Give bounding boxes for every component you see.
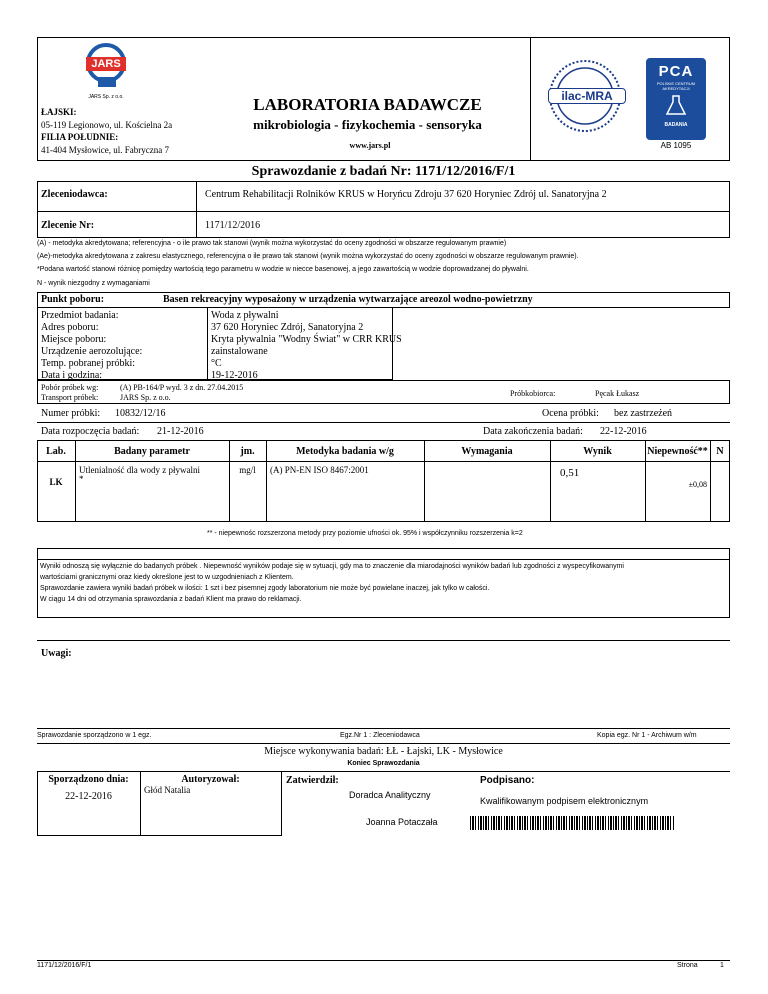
remarks-top-line: [37, 640, 730, 641]
sampling-method-label: Pobór próbek wg:: [41, 383, 99, 392]
table-cell-uncertainty: ±0,08: [688, 480, 707, 489]
prepared-date: 22-12-2016: [65, 791, 112, 802]
sample-info-value: 19-12-2016: [211, 370, 258, 381]
lajski-label: ŁAJSKI:: [41, 107, 77, 117]
start-date-label: Data rozpoczęcia badań:: [41, 426, 140, 437]
sample-number-value: 10832/12/16: [115, 408, 166, 419]
table-header-param: Badany parametr: [114, 446, 190, 457]
approved-role: Doradca Analityczny: [349, 790, 431, 800]
client-value: Centrum Rehabilitacji Rolników KRUS w Horyńcu Zdroju 37 620 Horyniec Zdrój ul. Sanatoryjna 2: [205, 189, 607, 200]
signed-value: Kwalifikowanym podpisem elektronicznym: [480, 796, 649, 806]
sample-info-label: Przedmiot badania:: [41, 310, 119, 321]
disclaimer-top-line: [37, 559, 730, 560]
lab-subtitle: mikrobiologia - fizykochemia - sensoryka: [253, 117, 482, 132]
pca-logo-sub1: POLSKIE CENTRUM: [656, 81, 696, 86]
end-date-label: Data zakończenia badań:: [483, 426, 583, 437]
report-end: Koniec Sprawozdania: [347, 760, 420, 767]
page-number: 1: [720, 962, 724, 969]
table-header-lab: Lab.: [46, 446, 66, 457]
table-cell-unit: mg/l: [239, 465, 256, 475]
disclaimer-line: wartościami granicznymi oraz kiedy określone jest to w uzgodnieniach z Klientem.: [40, 574, 294, 581]
disclaimer-line: Sprawozdanie zawiera wyniki badań próbek w ilości: 1 szt i bez pisemnej zgody laboratorium nie może być powielane inaczej, jak tylko w całości.: [40, 585, 490, 592]
authorized-label: Autoryzował:: [181, 774, 240, 785]
sampling-point-value: Basen rekreacyjny wyposażony w urządzenia wytwarzające areozol wodno-powietrzny: [163, 294, 533, 305]
sampler-value: Pęcak Łukasz: [595, 389, 640, 398]
disclaimer-line: Wyniki odnoszą się wyłącznie do badanych próbek . Niepewność wyników podaje się w sytuacji, gdy ma to znaczenie dla miarodajności wyników badań lub zgodności z wyspecyfikowanymi: [40, 563, 624, 570]
table-header-unit: jm.: [240, 446, 255, 457]
sample-info-value: Woda z pływalni: [211, 310, 279, 321]
sampling-method-value: (A) PB-164/P wyd. 3 z dn. 27.04.2015: [120, 383, 244, 392]
sample-info-label: Miejsce poboru:: [41, 334, 107, 345]
flask-icon: [664, 94, 688, 116]
client-col-divider: [196, 181, 197, 238]
table-cell-method: (A) PN-EN ISO 8467:2001: [270, 465, 369, 475]
pca-badania-text: BADANIA: [664, 122, 688, 128]
pca-logo-sub2: AKREDYTACJI: [662, 86, 690, 91]
approved-label: Zatwierdził:: [286, 775, 339, 786]
transport-label: Transport próbek:: [41, 393, 99, 402]
copy-1: Egz.Nr 1 : Zleceniodawca: [340, 732, 420, 739]
table-header-requirement: Wymagania: [461, 446, 513, 457]
footer-copies-line: [37, 728, 730, 729]
copies-count: Sprawozdanie sporządzono w 1 egz.: [37, 732, 152, 739]
sample-info-value: zainstalowane: [211, 346, 268, 357]
footer-place-line: [37, 743, 730, 744]
filia-label: FILIA POŁUDNIE:: [41, 132, 119, 142]
prepared-label: Sporządzono dnia:: [48, 774, 129, 785]
lab-title: LABORATORIA BADAWCZE: [253, 95, 482, 114]
ilac-mra-text: ilac-MRA: [548, 88, 626, 104]
note-1: (A) - metodyka akredytowana; referencyjna - o ile prawo tak stanowi (wynik można wykorzystać do oceny zgodności w obszarze regulowanym prawnie): [37, 240, 507, 247]
sample-info-label: Adres poboru:: [41, 322, 99, 333]
client-row-divider: [37, 211, 730, 212]
signature-barcode: [470, 816, 675, 830]
sample-info-label: Data i godzina:: [41, 370, 103, 381]
client-label: Zleceniodawca:: [41, 189, 108, 200]
sample-info-label: Temp. pobranej próbki:: [41, 358, 135, 369]
end-date-value: 22-12-2016: [600, 426, 647, 437]
table-header-method: Metodyka badania w/g: [296, 446, 394, 457]
sample-info-value: 37 620 Horyniec Zdrój, Sanatoryjna 2: [211, 322, 364, 333]
note-2: (Ae)-metodyka akredytowana z zakresu elastycznego, referencyjna o ile prawo tak stanowi (wynik można wykorzystać do oceny zgodności w obszarze regulowanym prawnie).: [37, 253, 579, 260]
jars-logo-subtitle: JARS Sp. z o.o.: [88, 94, 124, 100]
table-header-n: N: [716, 446, 724, 457]
authorized-name: Głód Natalia: [144, 785, 191, 795]
table-header-result: Wynik: [583, 446, 612, 457]
page-reference: 1171/12/2016/F/1: [37, 962, 92, 969]
lajski-address: 05-119 Legionowo, ul. Kościelna 2a: [41, 120, 173, 130]
page-footer-box: [37, 960, 730, 961]
sample-info-label: Urządzenie aerozolujące:: [41, 346, 143, 357]
filia-address: 41-404 Mysłowice, ul. Fabryczna 7: [41, 145, 169, 155]
table-cell-param-mark: *: [79, 474, 84, 484]
uncertainty-note: ** - niepewnośc rozszerzona metody przy poziomie ufności ok. 95% i współczynniku rozszerzenia k=2: [207, 530, 523, 537]
test-location: Miejsce wykonywania badań: ŁŁ - Łajski, LK - Mysłowice: [264, 746, 503, 757]
signed-label: Podpisano:: [480, 775, 535, 786]
remarks-label: Uwagi:: [41, 648, 72, 659]
sample-eval-label: Ocena próbki:: [542, 408, 599, 419]
table-cell-param: Utlenialność dla wody z pływalni: [79, 465, 200, 475]
order-value: 1171/12/2016: [205, 220, 261, 231]
sample-info-value: Kryta pływalnia "Wodny Świat" w CRR KRUS: [211, 334, 402, 345]
sampling-point-label: Punkt poboru:: [41, 294, 105, 305]
note-3: *Podana wartość stanowi różnicę pomiędzy wartością tego parametru w wodzie w niecce basenowej, a jego zawartością w wodzie doprowadzanej do pływalni.: [37, 266, 529, 273]
approved-name: Joanna Potaczała: [366, 817, 438, 827]
order-label: Zlecenie Nr:: [41, 220, 95, 231]
sample-info-divider: [207, 308, 208, 380]
pca-logo-text: PCA: [658, 63, 694, 80]
sample-eval-value: bez zastrzeżeń: [614, 408, 673, 419]
start-date-value: 21-12-2016: [157, 426, 204, 437]
report-title: Sprawozdanie z badań Nr: 1171/12/2016/F/1: [251, 164, 516, 179]
page-label: Strona: [677, 962, 698, 969]
sampler-label: Próbkobiorca:: [510, 389, 556, 398]
disclaimer-line: W ciągu 14 dni od otrzymania sprawozdania z badań Klient ma prawo do reklamacji.: [40, 596, 302, 603]
transport-value: JARS Sp. z o.o.: [120, 393, 171, 402]
table-cell-result: 0,51: [560, 467, 580, 479]
note-4: N - wynik niezgodny z wymaganiami: [37, 280, 150, 287]
table-header-uncertainty: Niepewność**: [647, 446, 708, 457]
jars-logo-text: JARS: [91, 58, 121, 70]
sample-number-label: Numer próbki:: [41, 408, 101, 419]
sample-info-value: °C: [211, 358, 222, 369]
signature-bottom-line: [37, 835, 281, 836]
header-divider: [530, 37, 531, 161]
copy-2: Kopia egz. Nr 1 - Archiwum w/m: [597, 732, 697, 739]
accreditation-number: AB 1095: [660, 141, 692, 150]
signature-divider-2: [281, 771, 282, 836]
table-header-divider: [37, 461, 730, 462]
sample-number-line: [37, 422, 730, 423]
table-cell-lab: LK: [49, 477, 63, 487]
website: www.jars.pl: [349, 141, 391, 150]
